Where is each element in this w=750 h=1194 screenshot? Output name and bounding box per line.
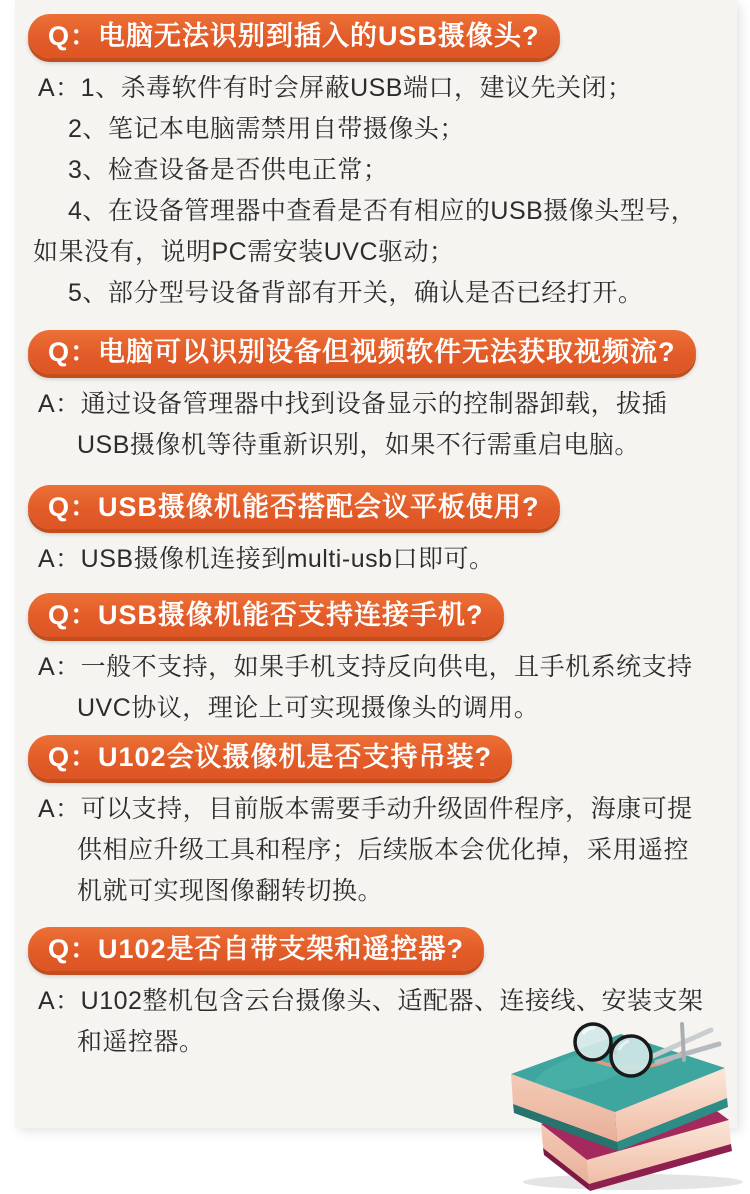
question-text: 电脑可以识别设备但视频软件无法获取视频流? [98, 337, 676, 367]
question-text: U102会议摄像机是否支持吊装? [98, 742, 493, 772]
question-banner [28, 330, 696, 374]
faq-section [28, 485, 737, 580]
answer-line: UVC协议，理论上可实现摄像头的调用。 [77, 694, 540, 722]
question-banner [28, 927, 484, 971]
question-prefix: Q： [48, 742, 99, 772]
books-with-glasses-illustration [505, 1008, 750, 1192]
question-prefix: Q： [48, 600, 99, 630]
answer-line: A：可以支持，目前版本需要手动升级固件程序，海康可提 [38, 795, 693, 823]
answer-line: A：1、杀毒软件有时会屏蔽USB端口，建议先关闭； [38, 74, 633, 102]
question-prefix: Q： [48, 337, 99, 367]
answer-line: 4、在设备管理器中查看是否有相应的USB摄像头型号， [68, 197, 697, 225]
question-prefix: Q： [48, 934, 99, 964]
question-banner [28, 593, 504, 637]
faq-section [28, 330, 737, 466]
answer-line: 和遥控器。 [77, 1028, 205, 1056]
faq-card [15, 0, 737, 1128]
answer-block [28, 68, 737, 314]
answer-line: A：一般不支持，如果手机支持反向供电，且手机系统支持 [38, 653, 693, 681]
answer-line: 机就可实现图像翻转切换。 [77, 877, 384, 905]
answer-block [28, 647, 737, 729]
answer-line: 3、检查设备是否供电正常； [68, 156, 389, 184]
question-prefix: Q： [48, 492, 99, 522]
faq-section [28, 14, 737, 314]
answer-block [28, 789, 737, 912]
answer-line: 如果没有，说明PC需安装UVC驱动； [33, 238, 455, 266]
answer-line: A：通过设备管理器中找到设备显示的控制器卸载，拔插 [38, 390, 668, 418]
faq-section [28, 735, 737, 912]
answer-line: USB摄像机等待重新识别，如果不行需重启电脑。 [77, 431, 640, 459]
answer-block [28, 539, 737, 580]
faq-list [15, 0, 737, 1063]
answer-line: A：U102整机包含云台摄像头、适配器、连接线、安装支架 [38, 987, 704, 1015]
question-text: USB摄像机能否支持连接手机? [98, 600, 484, 630]
answer-line: 5、部分型号设备背部有开关，确认是否已经打开。 [68, 279, 644, 307]
question-banner [28, 14, 560, 58]
question-banner [28, 485, 560, 529]
answer-block [28, 384, 737, 466]
question-banner [28, 735, 512, 779]
question-prefix: Q： [48, 21, 99, 51]
answer-line: 2、笔记本电脑需禁用自带摄像头； [68, 115, 465, 143]
answer-line: 供相应升级工具和程序；后续版本会优化掉，采用遥控 [77, 836, 690, 864]
faq-section [28, 593, 737, 729]
question-text: U102是否自带支架和遥控器? [98, 934, 465, 964]
question-text: 电脑无法识别到插入的USB摄像头? [98, 21, 540, 51]
answer-line: A：USB摄像机连接到multi-usb口即可。 [38, 545, 495, 573]
question-text: USB摄像机能否搭配会议平板使用? [98, 492, 540, 522]
